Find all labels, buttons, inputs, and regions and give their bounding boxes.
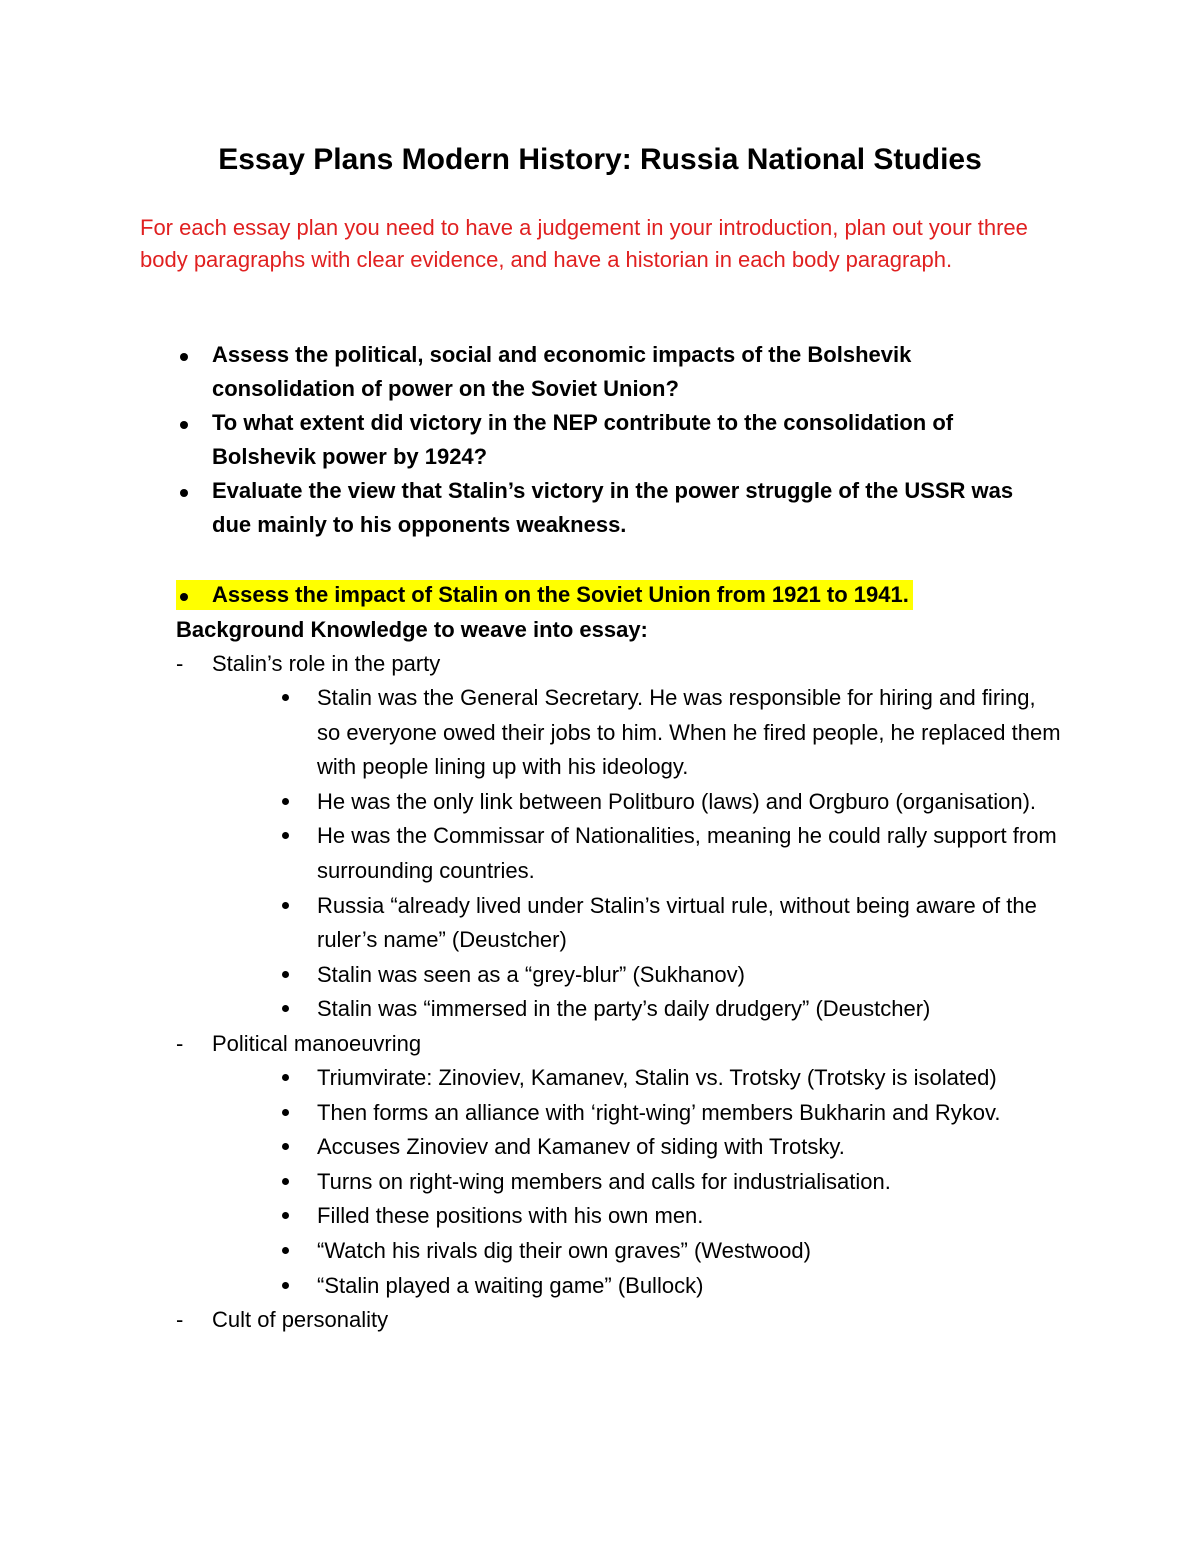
bullet-icon [282,798,289,805]
section-point [282,1130,1062,1165]
section-point [282,819,1062,888]
section-point [282,681,1062,785]
section-point-text: He was the Commissar of Nationalities, meaning he could rally support from surrounding countries. [317,823,1057,883]
section-point [282,1234,1062,1269]
section-point-text: “Stalin played a waiting game” (Bullock) [317,1272,704,1298]
dash-marker: - [176,1030,184,1056]
bullet-icon [282,902,289,909]
section-point [282,992,1062,1027]
essay-question: Evaluate the view that Stalin’s victory in the power struggle of the USSR was due mainly to his opponents weakness. [176,474,1056,542]
section-point-text: Stalin was “immersed in the party’s daily drudgery” (Deustcher) [317,996,931,1022]
section-point [282,1096,1062,1131]
bullet-icon [282,1247,289,1254]
section-heading [176,647,1076,681]
document-title: Essay Plans Modern History: Russia National Studies [218,143,982,176]
section-point [282,1061,1062,1096]
bullet-icon [180,593,188,601]
dash-marker: - [176,651,184,676]
section-point-list [176,1061,1076,1303]
section-heading-text: Stalin’s role in the party [212,651,441,676]
highlighted-essay-question [176,578,909,612]
bullet-icon [282,694,289,701]
section-heading-text: Political manoeuvring [212,1030,422,1056]
section-heading [176,1027,1076,1061]
section-point-text: Turns on right-wing members and calls for industrialisation. [317,1168,891,1194]
section-point [282,889,1062,958]
section-point [282,958,1062,993]
section-point [282,1165,1062,1200]
section-point-text: “Watch his rivals dig their own graves” (Westwood) [317,1237,811,1263]
bullet-icon [282,1109,289,1116]
section-point-text: Accuses Zinoviev and Kamanev of siding with Trotsky. [317,1134,845,1160]
section-point [282,1199,1062,1234]
bullet-icon [282,1178,289,1185]
essay-question: Assess the political, social and economic impacts of the Bolshevik consolidation of power on the Soviet Union? [176,338,1056,406]
section-point-text: Then forms an alliance with ‘right-wing’ members Bukharin and Rykov. [317,1099,1001,1125]
bullet-icon [282,1143,289,1150]
highlighted-question-text: Assess the impact of Stalin on the Soviet Union from 1921 to 1941. [212,582,909,607]
bullet-icon [282,1074,289,1081]
section-point-text: Stalin was seen as a “grey-blur” (Sukhanov) [317,961,745,987]
bullet-icon [282,1282,289,1289]
bullet-icon [282,1212,289,1219]
section-point-text: Filled these positions with his own men. [317,1203,704,1229]
bullet-icon [282,1005,289,1012]
section-heading-text: Cult of personality [212,1307,389,1333]
bullet-icon [282,832,289,839]
section-point [282,785,1062,820]
section-point-text: He was the only link between Politburo (laws) and Orgburo (organisation). [317,788,1037,814]
section-point-text: Stalin was the General Secretary. He was responsible for hiring and firing, so everyone owed their jobs to him. When he fired people, he replaced them with people lining up with his ideology. [317,685,1061,780]
section-point-text: Triumvirate: Zinoviev, Kamanev, Stalin vs. Trotsky (Trotsky is isolated) [317,1064,997,1090]
background-knowledge-heading: Background Knowledge to weave into essay: [176,617,648,642]
section-heading [176,1303,1076,1337]
section-point-text: Russia “already lived under Stalin’s virtual rule, without being aware of the ruler’s name” (Deustcher) [317,892,1037,953]
background-sections [176,647,1076,1337]
bullet-icon [282,971,289,978]
section-point [282,1269,1062,1304]
instructions-text: For each essay plan you need to have a judgement in your introduction, plan out your three body paragraphs with clear evidence, and have a historian in each body paragraph. [140,215,1028,272]
essay-question: To what extent did victory in the NEP contribute to the consolidation of Bolshevik power by 1924? [176,406,1056,474]
essay-question-list [176,338,1056,542]
dash-marker: - [176,1307,184,1333]
section-point-list [176,681,1076,1027]
